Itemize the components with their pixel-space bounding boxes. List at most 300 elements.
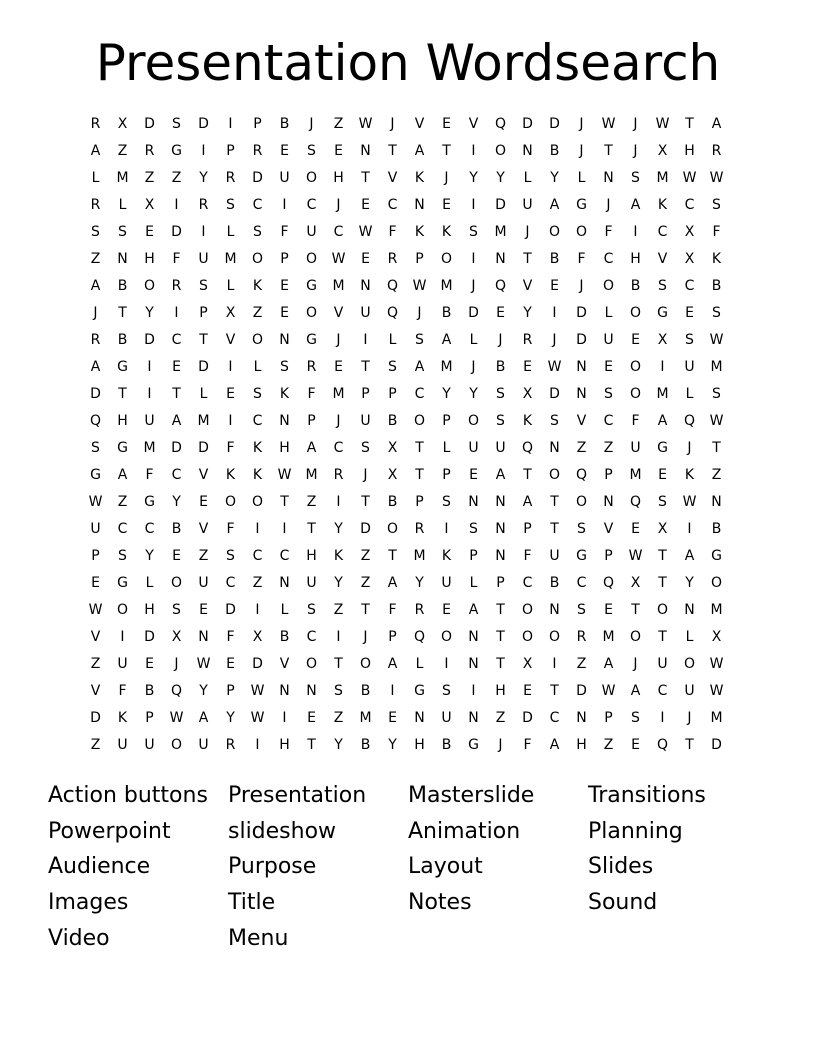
- word-list-item: Video: [48, 925, 110, 951]
- grid-letter: S: [307, 143, 316, 159]
- grid-letter: L: [577, 170, 586, 186]
- grid-letter: X: [252, 629, 263, 645]
- grid-letter: T: [658, 548, 667, 564]
- grid-letter: A: [711, 116, 722, 132]
- grid-letter: A: [306, 440, 317, 456]
- grid-letter: U: [684, 683, 695, 699]
- grid-letter: Y: [469, 170, 478, 186]
- grid-letter: B: [171, 521, 182, 537]
- word-list-item: Layout: [408, 854, 483, 880]
- grid-letter: S: [118, 548, 127, 564]
- grid-letter: X: [171, 629, 182, 645]
- grid-letter: G: [306, 332, 317, 348]
- grid-letter: L: [685, 386, 694, 402]
- grid-letter: A: [171, 413, 182, 429]
- grid-letter: S: [469, 521, 478, 537]
- grid-letter: Y: [523, 305, 532, 321]
- grid-letter: S: [631, 710, 640, 726]
- grid-letter: E: [226, 656, 235, 672]
- grid-letter: S: [712, 197, 721, 213]
- grid-letter: F: [388, 224, 397, 240]
- grid-letter: Q: [575, 467, 588, 483]
- grid-letter: R: [90, 197, 101, 213]
- grid-letter: B: [279, 116, 290, 132]
- grid-letter: C: [171, 332, 182, 348]
- grid-letter: Y: [550, 170, 559, 186]
- grid-letter: C: [252, 413, 263, 429]
- word-list-item: Menu: [228, 925, 289, 951]
- grid-letter: J: [93, 305, 98, 321]
- grid-letter: D: [225, 602, 236, 618]
- grid-letter: T: [118, 305, 127, 321]
- grid-letter: H: [144, 251, 155, 267]
- grid-letter: A: [90, 143, 101, 159]
- grid-letter: L: [145, 575, 154, 591]
- grid-letter: S: [226, 197, 235, 213]
- grid-letter: E: [172, 359, 181, 375]
- grid-letter: N: [306, 683, 317, 699]
- grid-letter: T: [550, 683, 559, 699]
- grid-letter: K: [252, 278, 263, 294]
- grid-letter: G: [576, 197, 587, 213]
- grid-letter: X: [684, 251, 695, 267]
- grid-letter: L: [253, 359, 262, 375]
- grid-letter: V: [225, 332, 236, 348]
- grid-letter: L: [469, 575, 478, 591]
- grid-letter: O: [359, 656, 372, 672]
- grid-letter: E: [442, 116, 451, 132]
- grid-letter: P: [388, 629, 397, 645]
- grid-letter: X: [657, 332, 668, 348]
- grid-letter: M: [224, 251, 237, 267]
- grid-letter: G: [711, 548, 722, 564]
- grid-letter: I: [282, 521, 287, 537]
- grid-letter: Y: [334, 575, 343, 591]
- grid-letter: H: [279, 737, 290, 753]
- grid-letter: G: [117, 359, 128, 375]
- grid-letter: W: [412, 278, 427, 294]
- grid-letter: J: [336, 197, 341, 213]
- grid-letter: D: [90, 386, 101, 402]
- grid-letter: G: [306, 278, 317, 294]
- grid-letter: O: [629, 359, 642, 375]
- grid-letter: S: [334, 683, 343, 699]
- word-list-item: Images: [48, 890, 129, 916]
- grid-letter: T: [361, 602, 370, 618]
- grid-letter: T: [388, 143, 397, 159]
- grid-letter: I: [255, 521, 260, 537]
- grid-letter: N: [549, 440, 560, 456]
- grid-letter: O: [548, 629, 561, 645]
- grid-letter: E: [280, 305, 289, 321]
- grid-letter: A: [90, 278, 101, 294]
- grid-letter: N: [279, 332, 290, 348]
- grid-letter: J: [525, 224, 530, 240]
- grid-letter: W: [331, 251, 346, 267]
- grid-letter: H: [495, 683, 506, 699]
- grid-letter: D: [576, 305, 587, 321]
- grid-letter: P: [91, 548, 100, 564]
- grid-letter: W: [709, 413, 724, 429]
- grid-letter: E: [496, 305, 505, 321]
- grid-letter: N: [279, 683, 290, 699]
- grid-letter: S: [307, 602, 316, 618]
- grid-letter: A: [657, 413, 668, 429]
- grid-letter: W: [682, 494, 697, 510]
- grid-letter: N: [495, 521, 506, 537]
- grid-letter: S: [496, 386, 505, 402]
- grid-letter: T: [307, 737, 316, 753]
- grid-letter: I: [444, 521, 449, 537]
- grid-letter: C: [225, 575, 236, 591]
- grid-letter: N: [522, 143, 533, 159]
- grid-letter: O: [629, 629, 642, 645]
- grid-letter: D: [576, 332, 587, 348]
- grid-letter: T: [118, 386, 127, 402]
- grid-letter: N: [414, 710, 425, 726]
- grid-letter: X: [711, 629, 722, 645]
- word-list-item: Purpose: [228, 854, 317, 880]
- grid-letter: C: [603, 251, 614, 267]
- grid-letter: D: [198, 440, 209, 456]
- grid-letter: U: [603, 332, 614, 348]
- grid-letter: I: [147, 386, 152, 402]
- grid-letter: W: [196, 656, 211, 672]
- grid-letter: T: [361, 170, 370, 186]
- grid-letter: E: [307, 710, 316, 726]
- grid-letter: O: [521, 629, 534, 645]
- grid-letter: I: [390, 683, 395, 699]
- grid-letter: C: [657, 683, 668, 699]
- grid-letter: T: [658, 629, 667, 645]
- grid-letter: B: [387, 413, 398, 429]
- grid-letter: A: [549, 737, 560, 753]
- grid-letter: E: [442, 602, 451, 618]
- grid-letter: W: [709, 332, 724, 348]
- grid-letter: F: [226, 521, 235, 537]
- grid-letter: S: [631, 170, 640, 186]
- grid-letter: T: [496, 602, 505, 618]
- grid-letter: A: [549, 197, 560, 213]
- grid-letter: D: [522, 710, 533, 726]
- grid-letter: J: [633, 143, 638, 159]
- grid-letter: Z: [333, 710, 344, 726]
- grid-letter: D: [360, 521, 371, 537]
- grid-letter: F: [712, 224, 721, 240]
- grid-letter: O: [548, 467, 561, 483]
- grid-letter: R: [522, 332, 533, 348]
- grid-letter: R: [333, 467, 344, 483]
- grid-letter: Z: [90, 737, 101, 753]
- grid-letter: V: [90, 629, 101, 645]
- grid-letter: E: [631, 521, 640, 537]
- grid-letter: K: [414, 170, 425, 186]
- grid-letter: X: [657, 521, 668, 537]
- grid-letter: I: [552, 656, 557, 672]
- grid-letter: O: [170, 737, 183, 753]
- grid-letter: T: [631, 602, 640, 618]
- grid-letter: U: [117, 656, 128, 672]
- grid-letter: O: [305, 305, 318, 321]
- grid-letter: Q: [494, 116, 507, 132]
- grid-letter: C: [333, 440, 344, 456]
- grid-letter: D: [144, 629, 155, 645]
- grid-letter: U: [630, 440, 641, 456]
- grid-letter: G: [90, 467, 101, 483]
- grid-letter: O: [224, 494, 237, 510]
- grid-letter: A: [90, 359, 101, 375]
- grid-letter: E: [604, 602, 613, 618]
- grid-letter: P: [280, 251, 289, 267]
- grid-letter: E: [604, 359, 613, 375]
- grid-letter: Z: [90, 656, 101, 672]
- grid-letter: K: [441, 548, 452, 564]
- grid-letter: B: [630, 278, 641, 294]
- grid-letter: E: [550, 278, 559, 294]
- grid-letter: I: [552, 305, 557, 321]
- grid-letter: C: [306, 197, 317, 213]
- grid-letter: T: [361, 494, 370, 510]
- grid-letter: P: [145, 710, 154, 726]
- grid-letter: L: [442, 440, 451, 456]
- grid-letter: L: [91, 170, 100, 186]
- grid-letter: P: [442, 413, 451, 429]
- grid-letter: I: [633, 224, 638, 240]
- grid-letter: T: [496, 629, 505, 645]
- grid-letter: Y: [469, 386, 478, 402]
- grid-letter: C: [117, 521, 128, 537]
- grid-letter: E: [199, 494, 208, 510]
- grid-letter: A: [630, 683, 641, 699]
- grid-letter: Q: [683, 413, 696, 429]
- grid-letter: C: [333, 224, 344, 240]
- grid-letter: P: [199, 305, 208, 321]
- grid-letter: S: [199, 278, 208, 294]
- grid-letter: L: [415, 656, 424, 672]
- grid-letter: V: [468, 116, 479, 132]
- grid-letter: Z: [144, 170, 155, 186]
- grid-letter: H: [279, 440, 290, 456]
- grid-letter: O: [251, 332, 264, 348]
- grid-letter: I: [174, 305, 179, 321]
- grid-letter: I: [687, 521, 692, 537]
- grid-letter: B: [441, 737, 452, 753]
- word-list-item: Notes: [408, 890, 472, 916]
- grid-letter: W: [277, 467, 292, 483]
- grid-letter: N: [468, 710, 479, 726]
- grid-letter: E: [226, 386, 235, 402]
- grid-letter: W: [169, 710, 184, 726]
- grid-letter: O: [116, 602, 129, 618]
- grid-letter: S: [685, 332, 694, 348]
- grid-letter: M: [494, 224, 507, 240]
- grid-letter: C: [252, 197, 263, 213]
- grid-letter: X: [522, 656, 533, 672]
- grid-letter: T: [523, 251, 532, 267]
- grid-letter: P: [604, 548, 613, 564]
- grid-letter: N: [360, 143, 371, 159]
- grid-letter: R: [90, 332, 101, 348]
- grid-letter: S: [658, 494, 667, 510]
- grid-letter: X: [117, 116, 128, 132]
- grid-letter: U: [198, 737, 209, 753]
- grid-letter: A: [630, 197, 641, 213]
- grid-letter: B: [387, 494, 398, 510]
- grid-letter: I: [336, 494, 341, 510]
- grid-letter: Y: [199, 170, 208, 186]
- grid-letter: F: [604, 224, 613, 240]
- grid-letter: U: [144, 413, 155, 429]
- grid-letter: Z: [117, 143, 128, 159]
- grid-letter: T: [712, 440, 721, 456]
- grid-letter: B: [279, 629, 290, 645]
- word-list: [48, 778, 768, 956]
- grid-letter: Z: [711, 467, 722, 483]
- grid-letter: T: [334, 656, 343, 672]
- grid-letter: N: [468, 629, 479, 645]
- grid-letter: O: [521, 602, 534, 618]
- grid-letter: N: [468, 494, 479, 510]
- grid-letter: S: [442, 683, 451, 699]
- grid-letter: T: [685, 116, 694, 132]
- grid-letter: I: [444, 656, 449, 672]
- grid-letter: O: [170, 575, 183, 591]
- grid-letter: W: [547, 359, 562, 375]
- grid-letter: A: [117, 467, 128, 483]
- grid-letter: D: [252, 170, 263, 186]
- grid-letter: A: [414, 143, 425, 159]
- grid-letter: E: [280, 278, 289, 294]
- grid-letter: Y: [388, 737, 397, 753]
- grid-letter: Q: [602, 575, 615, 591]
- grid-letter: O: [305, 656, 318, 672]
- grid-letter: V: [90, 683, 101, 699]
- grid-letter: N: [414, 197, 425, 213]
- grid-letter: H: [117, 413, 128, 429]
- grid-letter: W: [709, 170, 724, 186]
- grid-letter: S: [253, 386, 262, 402]
- grid-letter: X: [684, 224, 695, 240]
- grid-letter: Q: [494, 278, 507, 294]
- grid-letter: G: [576, 548, 587, 564]
- grid-letter: Q: [413, 629, 426, 645]
- grid-letter: Q: [386, 278, 399, 294]
- grid-letter: O: [629, 386, 642, 402]
- grid-letter: I: [282, 197, 287, 213]
- grid-letter: N: [279, 575, 290, 591]
- grid-letter: Y: [334, 737, 343, 753]
- grid-letter: U: [522, 197, 533, 213]
- grid-letter: A: [441, 332, 452, 348]
- grid-letter: L: [280, 602, 289, 618]
- grid-letter: E: [280, 143, 289, 159]
- grid-letter: T: [496, 656, 505, 672]
- grid-letter: Y: [145, 548, 154, 564]
- grid-letter: Z: [603, 737, 614, 753]
- grid-letter: S: [469, 224, 478, 240]
- grid-letter: U: [306, 575, 317, 591]
- grid-letter: P: [253, 116, 262, 132]
- grid-letter: W: [655, 116, 670, 132]
- grid-letter: J: [471, 359, 476, 375]
- grid-letter: A: [387, 575, 398, 591]
- grid-letter: B: [441, 305, 452, 321]
- grid-letter: K: [279, 386, 290, 402]
- grid-letter: F: [226, 440, 235, 456]
- grid-letter: F: [523, 548, 532, 564]
- grid-letter: F: [280, 224, 289, 240]
- grid-letter: Z: [90, 251, 101, 267]
- grid-letter: B: [360, 683, 371, 699]
- grid-letter: F: [307, 386, 316, 402]
- grid-letter: O: [251, 251, 264, 267]
- grid-letter: K: [522, 413, 533, 429]
- grid-letter: N: [495, 548, 506, 564]
- grid-letter: G: [171, 143, 182, 159]
- grid-letter: M: [629, 467, 642, 483]
- grid-letter: J: [633, 656, 638, 672]
- grid-letter: Z: [306, 494, 317, 510]
- grid-letter: K: [414, 224, 425, 240]
- grid-letter: B: [360, 737, 371, 753]
- grid-letter: N: [495, 251, 506, 267]
- grid-letter: G: [144, 494, 155, 510]
- grid-letter: Q: [521, 440, 534, 456]
- grid-letter: S: [91, 440, 100, 456]
- grid-letter: P: [361, 386, 370, 402]
- grid-letter: J: [174, 656, 179, 672]
- grid-letter: J: [579, 278, 584, 294]
- grid-letter: I: [255, 602, 260, 618]
- grid-letter: C: [252, 548, 263, 564]
- grid-letter: O: [656, 602, 669, 618]
- grid-letter: T: [658, 575, 667, 591]
- grid-letter: M: [710, 602, 723, 618]
- grid-letter: S: [550, 413, 559, 429]
- grid-letter: D: [90, 710, 101, 726]
- grid-letter: W: [88, 494, 103, 510]
- grid-letter: L: [199, 386, 208, 402]
- grid-letter: X: [387, 467, 398, 483]
- grid-letter: D: [171, 440, 182, 456]
- grid-letter: N: [603, 170, 614, 186]
- grid-letter: P: [415, 494, 424, 510]
- grid-letter: Z: [360, 575, 371, 591]
- grid-letter: O: [440, 629, 453, 645]
- grid-letter: W: [709, 656, 724, 672]
- grid-letter: J: [390, 116, 395, 132]
- grid-letter: R: [576, 629, 587, 645]
- grid-letter: B: [117, 332, 128, 348]
- grid-letter: B: [549, 143, 560, 159]
- grid-letter: I: [471, 683, 476, 699]
- grid-letter: M: [305, 467, 318, 483]
- grid-letter: B: [495, 359, 506, 375]
- grid-letter: U: [198, 575, 209, 591]
- grid-letter: F: [523, 737, 532, 753]
- grid-letter: N: [279, 413, 290, 429]
- word-list-item: Sound: [588, 890, 658, 916]
- grid-letter: F: [631, 413, 640, 429]
- grid-letter: J: [552, 332, 557, 348]
- grid-letter: B: [711, 278, 722, 294]
- grid-letter: T: [388, 548, 397, 564]
- grid-letter: K: [252, 440, 263, 456]
- grid-letter: Y: [172, 494, 181, 510]
- grid-letter: C: [279, 548, 290, 564]
- word-list-item: slideshow: [228, 818, 337, 844]
- grid-letter: A: [468, 602, 479, 618]
